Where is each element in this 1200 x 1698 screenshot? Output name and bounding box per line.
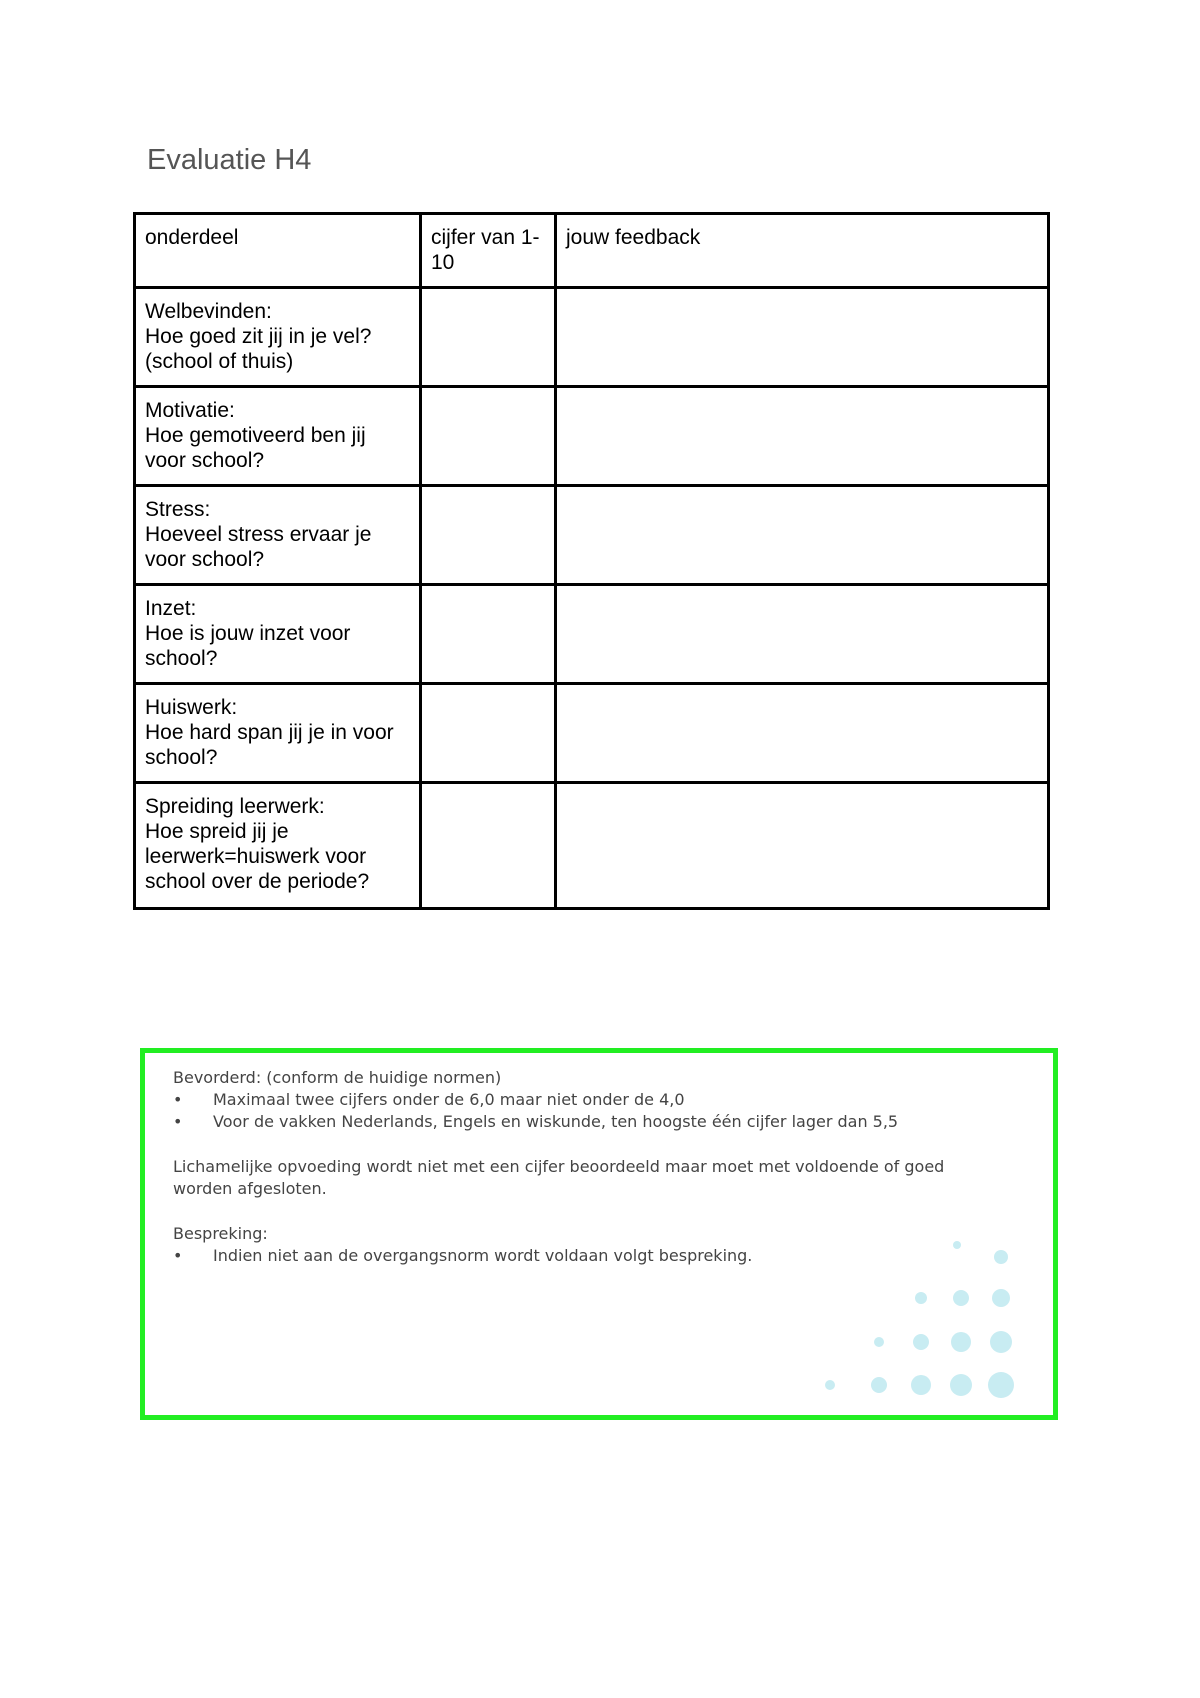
table-row bbox=[135, 684, 1049, 783]
row-cijfer-cell[interactable] bbox=[421, 585, 556, 684]
row-cijfer-cell[interactable] bbox=[421, 387, 556, 486]
list-item bbox=[173, 1089, 973, 1111]
row-label-welbevinden: Welbevinden: Hoe goed zit jij in je vel? (school of thuis) bbox=[135, 288, 421, 387]
evaluation-table bbox=[133, 212, 1050, 910]
row-feedback-cell[interactable] bbox=[556, 684, 1049, 783]
list-item-text: Indien niet aan de overgangsnorm wordt voldaan volgt bespreking. bbox=[213, 1246, 753, 1265]
bullet-icon: • bbox=[173, 1246, 183, 1265]
row-cijfer-cell[interactable] bbox=[421, 288, 556, 387]
row-label-huiswerk: Huiswerk: Hoe hard span jij je in voor school? bbox=[135, 684, 421, 783]
bevorderd-list bbox=[173, 1089, 973, 1133]
table-row bbox=[135, 585, 1049, 684]
table-header-row bbox=[135, 214, 1049, 288]
bespreking-heading: Bespreking: bbox=[173, 1224, 268, 1243]
row-label-inzet: Inzet: Hoe is jouw inzet voor school? bbox=[135, 585, 421, 684]
row-cijfer-cell[interactable] bbox=[421, 783, 556, 909]
list-item-text: Maximaal twee cijfers onder de 6,0 maar niet onder de 4,0 bbox=[213, 1090, 685, 1109]
row-cijfer-cell[interactable] bbox=[421, 684, 556, 783]
row-label-stress: Stress: Hoeveel stress ervaar je voor school? bbox=[135, 486, 421, 585]
lo-paragraph: Lichamelijke opvoeding wordt niet met een cijfer beoordeeld maar moet met voldoende of goed worden afgesloten. bbox=[173, 1157, 945, 1198]
list-item-text: Voor de vakken Nederlands, Engels en wiskunde, ten hoogste één cijfer lager dan 5,5 bbox=[213, 1112, 899, 1131]
header-cijfer: cijfer van 1- 10 bbox=[421, 214, 556, 288]
bullet-icon: • bbox=[173, 1090, 183, 1109]
table-row bbox=[135, 486, 1049, 585]
header-feedback: jouw feedback bbox=[556, 214, 1049, 288]
header-onderdeel: onderdeel bbox=[135, 214, 421, 288]
row-feedback-cell[interactable] bbox=[556, 486, 1049, 585]
row-cijfer-cell[interactable] bbox=[421, 486, 556, 585]
transition-norms-box bbox=[140, 1048, 1058, 1420]
row-feedback-cell[interactable] bbox=[556, 585, 1049, 684]
bevorderd-heading: Bevorderd: (conform de huidige normen) bbox=[173, 1068, 502, 1087]
decorative-dots-icon bbox=[823, 1235, 1053, 1415]
row-label-motivatie: Motivatie: Hoe gemotiveerd ben jij voor school? bbox=[135, 387, 421, 486]
bullet-icon: • bbox=[173, 1112, 183, 1131]
table-row bbox=[135, 288, 1049, 387]
list-item bbox=[173, 1111, 973, 1133]
row-feedback-cell[interactable] bbox=[556, 288, 1049, 387]
row-feedback-cell[interactable] bbox=[556, 783, 1049, 909]
row-feedback-cell[interactable] bbox=[556, 387, 1049, 486]
table-row bbox=[135, 783, 1049, 909]
row-label-spreiding: Spreiding leerwerk: Hoe spreid jij je leerwerk=huiswerk voor school over de periode? bbox=[135, 783, 421, 909]
page-title: Evaluatie H4 bbox=[147, 144, 312, 176]
table-row bbox=[135, 387, 1049, 486]
